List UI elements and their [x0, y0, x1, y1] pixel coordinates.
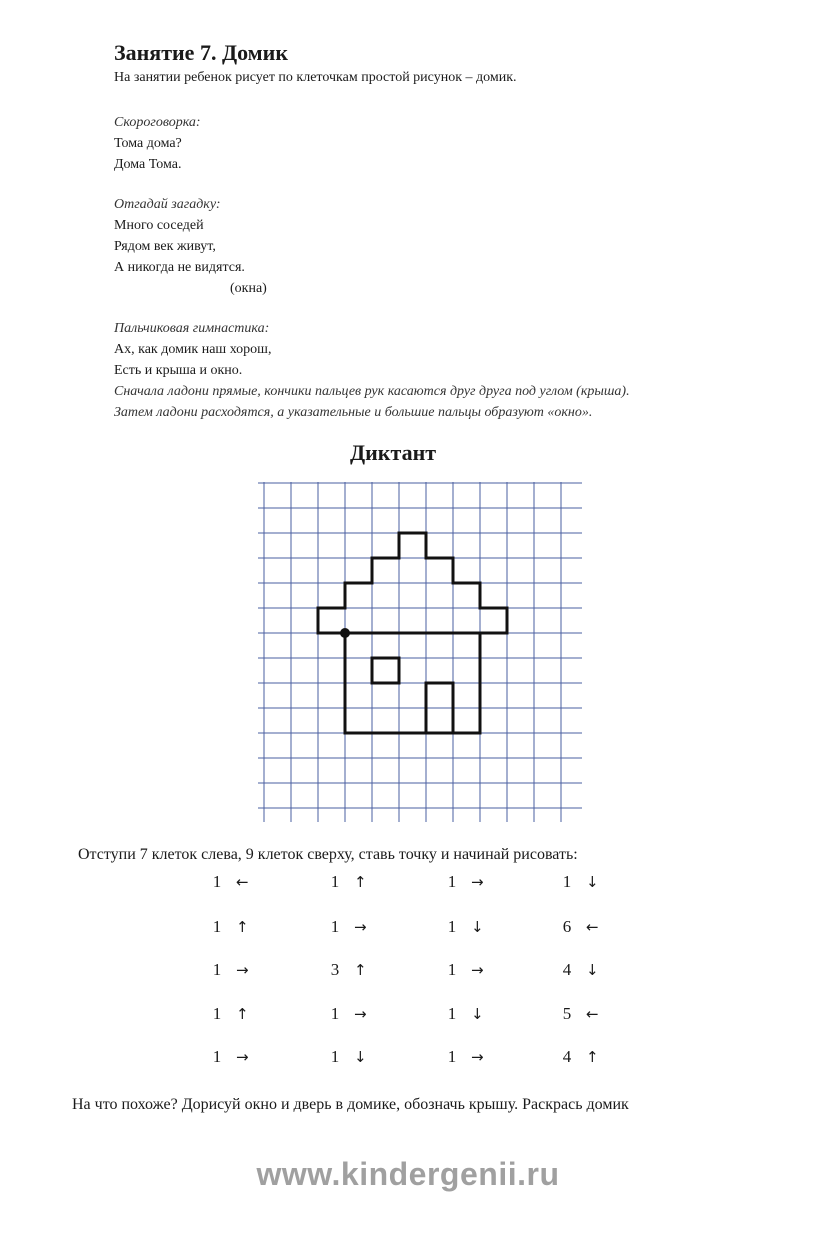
dictation-step: [560, 917, 599, 937]
step-direction-arrow-icon: →: [236, 961, 249, 979]
finger-gym-line: Ах, как домик наш хорош,: [114, 342, 272, 357]
step-count: 1: [212, 1047, 222, 1066]
dictation-step: [210, 872, 249, 892]
tongue-twister-label: Скороговорка:: [114, 115, 201, 130]
dictation-step: [328, 872, 367, 892]
dictation-step: [445, 1047, 484, 1067]
step-direction-arrow-icon: →: [471, 1048, 484, 1066]
step-direction-arrow-icon: ↓: [586, 873, 599, 891]
dictation-step: [560, 872, 599, 892]
dictation-instruction: Отступи 7 клеток слева, 9 клеток сверху, ставь точку и начинай рисовать:: [78, 846, 578, 863]
finger-gym-instruction: Сначала ладони прямые, кончики пальцев рук касаются друг друга под углом (крыша).: [114, 384, 630, 399]
step-direction-arrow-icon: ↓: [471, 918, 484, 936]
dictation-step: [210, 917, 249, 937]
step-count: 4: [562, 1047, 572, 1066]
step-count: 1: [212, 917, 222, 936]
website-watermark: www.kindergenii.ru: [256, 1156, 560, 1192]
step-direction-arrow-icon: ↑: [354, 961, 367, 979]
finger-gym-line: Есть и крыша и окно.: [114, 363, 243, 378]
step-count: 1: [330, 1047, 340, 1066]
dictation-step: [445, 1004, 484, 1024]
step-direction-arrow-icon: ↓: [354, 1048, 367, 1066]
bottom-task-text: На что похоже? Дорисуй окно и дверь в домике, обозначь крышу. Раскрась домик: [72, 1096, 629, 1113]
step-direction-arrow-icon: ←: [586, 1005, 599, 1023]
dictation-step: [210, 1004, 249, 1024]
riddle-section: [114, 194, 267, 299]
step-direction-arrow-icon: ←: [586, 918, 599, 936]
step-count: 1: [447, 917, 457, 936]
house-window: [372, 658, 399, 683]
step-direction-arrow-icon: →: [471, 873, 484, 891]
step-count: 1: [447, 1004, 457, 1023]
step-count: 1: [212, 1004, 222, 1023]
house-drawing: [318, 533, 507, 733]
step-count: 1: [330, 872, 340, 891]
step-direction-arrow-icon: ↑: [354, 873, 367, 891]
dictation-heading: Диктант: [350, 440, 437, 465]
dictation-step: [445, 917, 484, 937]
step-direction-arrow-icon: ↑: [236, 918, 249, 936]
tongue-twister-line: Дома Тома.: [114, 157, 182, 172]
riddle-label: Отгадай загадку:: [114, 197, 221, 212]
dictation-step: [210, 960, 249, 980]
dictation-step: [328, 960, 367, 980]
step-count: 1: [447, 960, 457, 979]
dictation-steps: [200, 872, 640, 1092]
riddle-line: Рядом век живут,: [114, 239, 216, 254]
tongue-twister-line: Тома дома?: [114, 136, 182, 151]
dictation-step: [560, 1047, 599, 1067]
step-count: 4: [562, 960, 572, 979]
finger-gym-section: [114, 318, 630, 423]
start-dot: [340, 628, 350, 638]
lesson-title: Занятие 7. Домик: [114, 40, 288, 65]
step-direction-arrow-icon: →: [236, 1048, 249, 1066]
step-count: 1: [447, 1047, 457, 1066]
step-direction-arrow-icon: →: [471, 961, 484, 979]
lesson-intro: На занятии ребенок рисует по клеточкам простой рисунок – домик.: [114, 70, 517, 85]
step-direction-arrow-icon: ↑: [236, 1005, 249, 1023]
step-count: 1: [447, 872, 457, 891]
step-count: 3: [330, 960, 340, 979]
step-direction-arrow-icon: →: [354, 1005, 367, 1023]
dictation-step: [210, 1047, 249, 1067]
tongue-twister-section: [114, 112, 201, 175]
dictation-step: [445, 960, 484, 980]
step-direction-arrow-icon: ↓: [471, 1005, 484, 1023]
riddle-line: Много соседей: [114, 218, 204, 233]
step-count: 1: [212, 960, 222, 979]
dictation-step: [560, 1004, 599, 1024]
riddle-line: А никогда не видятся.: [114, 260, 245, 275]
riddle-answer: (окна): [230, 281, 267, 296]
step-direction-arrow-icon: →: [354, 918, 367, 936]
dictation-step: [328, 917, 367, 937]
finger-gym-instruction: Затем ладони расходятся, а указательные и большие пальцы образуют «окно».: [114, 405, 593, 420]
step-count: 1: [330, 1004, 340, 1023]
step-count: 1: [212, 872, 222, 891]
step-count: 6: [562, 917, 572, 936]
step-count: 1: [562, 872, 572, 891]
dictation-step: [445, 872, 484, 892]
finger-gym-label: Пальчиковая гимнастика:: [114, 321, 270, 336]
step-count: 5: [562, 1004, 572, 1023]
graph-paper-grid: [258, 482, 582, 822]
dictation-step: [560, 960, 599, 980]
dictation-step: [328, 1004, 367, 1024]
step-direction-arrow-icon: ↑: [586, 1048, 599, 1066]
step-direction-arrow-icon: ←: [236, 873, 249, 891]
step-direction-arrow-icon: ↓: [586, 961, 599, 979]
dictation-step: [328, 1047, 367, 1067]
step-count: 1: [330, 917, 340, 936]
